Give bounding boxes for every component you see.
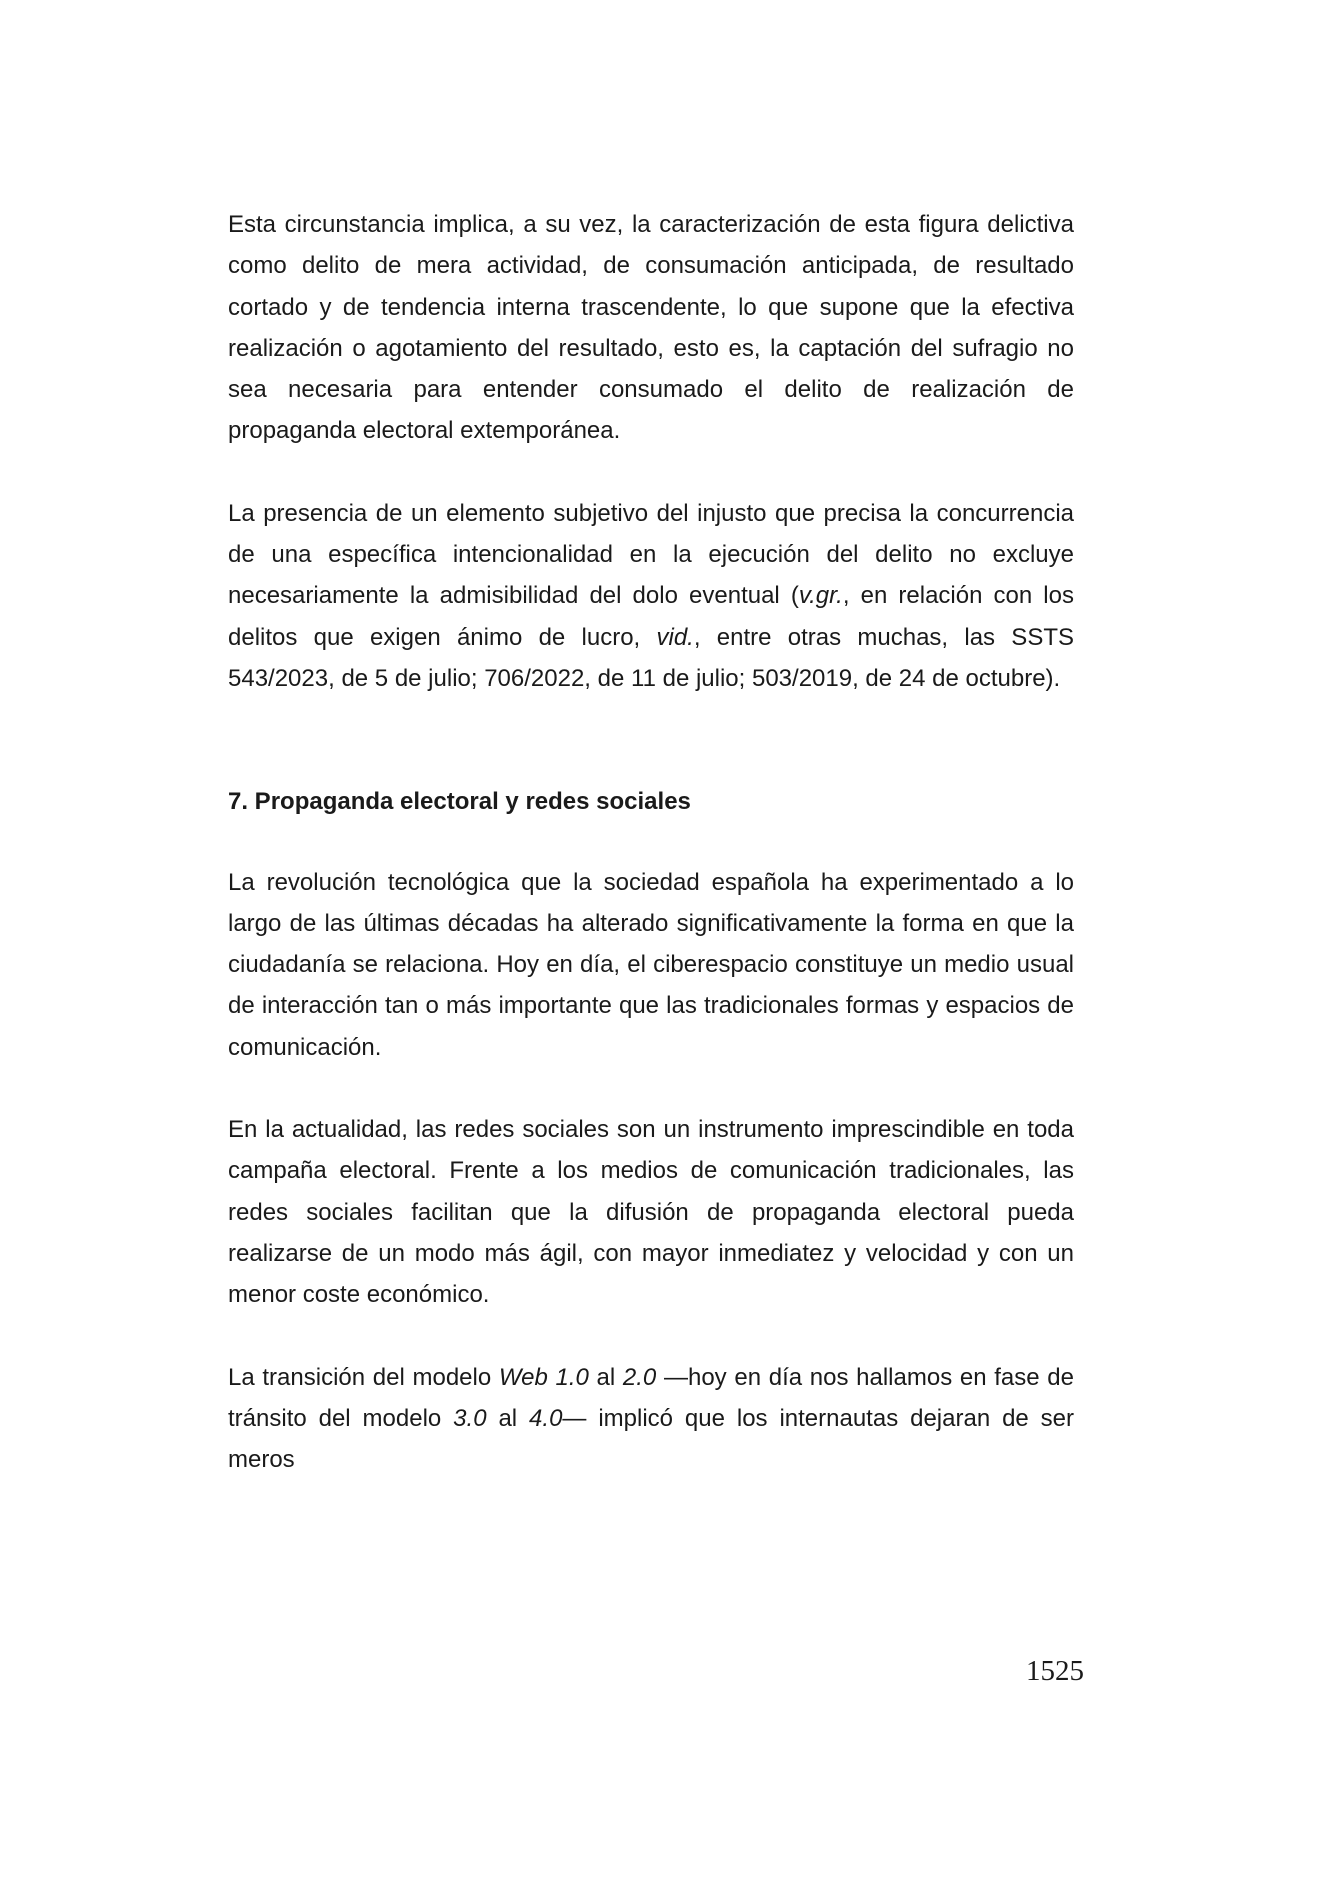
- paragraph-dolo-eventual: [228, 493, 1074, 699]
- page-number: 1525: [1026, 1655, 1084, 1687]
- paragraph-text: Esta circunstancia implica, a su vez, la caracterización de esta figura delictiva como delito de mera actividad, de consumación anticipada, de resultado cortado y de tendencia interna trascendente, lo que supone que la efectiva realización o agotamiento del resultado, esto es, la captación del sufragio no sea necesaria para entender consumado el delito de realización de propaganda electoral extemporánea.: [228, 211, 1074, 445]
- paragraph-redes-sociales: [228, 1109, 1074, 1315]
- italic-term: 4.0: [529, 1404, 563, 1432]
- page-body: [228, 204, 1074, 1480]
- paragraph-text: , entre otras muchas, las SSTS 543/2023, de 5 de julio; 706/2022, de 11 de julio; 503/2019, de 24 de octubre).: [228, 623, 1074, 692]
- paragraph-text: — implicó que los internautas dejaran de ser meros: [228, 1404, 1075, 1474]
- paragraph-revolucion-tecnologica: [228, 862, 1074, 1068]
- paragraph-text: La presencia de un elemento subjetivo del injusto que precisa la concurrencia de una específica intencionalidad en la ejecución del delito no excluye necesariamente la admisibilidad del dolo eventual (: [228, 499, 1074, 610]
- paragraph-transicion-web: [228, 1357, 1074, 1481]
- italic-term: 3.0: [453, 1404, 487, 1432]
- paragraph-text: —hoy en día nos hallamos en fase de tránsito del modelo: [228, 1363, 1074, 1432]
- paragraph-text: al: [486, 1404, 530, 1432]
- paragraph-text: La revolución tecnológica que la sociedad española ha experimentado a lo largo de las últimas décadas ha alterado significativamente la forma en que la ciudadanía se relaciona. Hoy en día, el ciberespacio constituye un medio usual de interacción tan o más importante que las tradicionales formas y espacios de comunicación.: [228, 868, 1074, 1061]
- italic-term: 2.0: [622, 1363, 657, 1391]
- section-heading: 7. Propaganda electoral y redes sociales: [228, 788, 691, 816]
- paragraph-text: , en relación con los delitos que exigen ánimo de lucro,: [228, 582, 1074, 651]
- paragraph-consumacion: [228, 204, 1074, 452]
- italic-abbreviation: vid.: [656, 623, 694, 651]
- italic-term: Web 1.0: [498, 1363, 589, 1391]
- paragraph-text: En la actualidad, las redes sociales son un instrumento imprescindible en toda campaña electoral. Frente a los medios de comunicación tradicionales, las redes sociales facilitan que la difusión de propaganda electoral pueda realizarse de un modo más ágil, con mayor inmediatez y velocidad y con un menor coste económico.: [228, 1116, 1074, 1309]
- paragraph-text: La transición del modelo: [228, 1363, 499, 1391]
- paragraph-text: al: [588, 1363, 623, 1391]
- italic-abbreviation: v.gr.: [798, 582, 843, 610]
